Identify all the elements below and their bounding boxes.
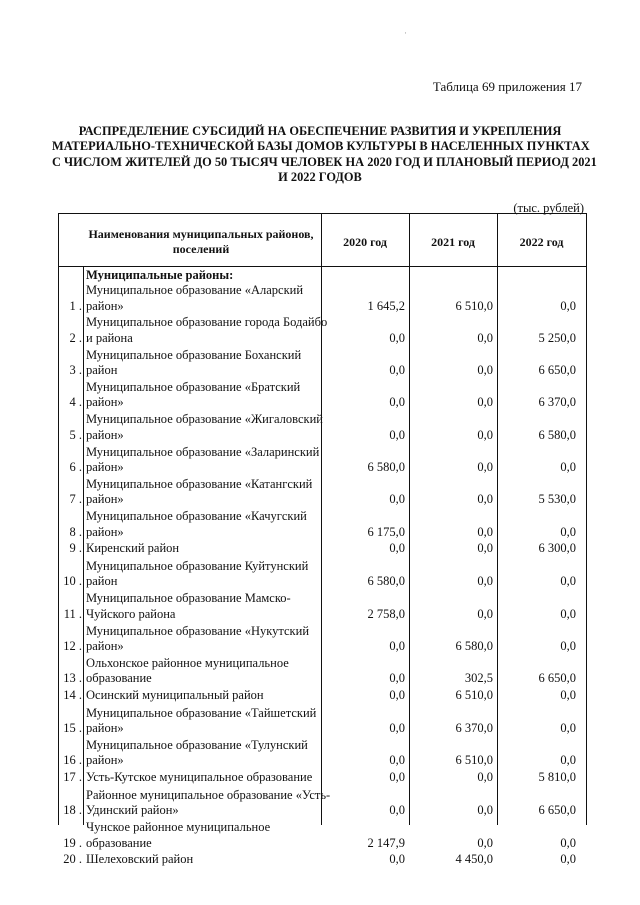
row-value-2020: 0,0 (389, 770, 405, 785)
row-name-line: район» (86, 460, 124, 474)
row-value-2021: 0,0 (477, 541, 493, 556)
row-number: 12 . (63, 639, 82, 653)
row-value-2020: 0,0 (389, 541, 405, 556)
row-number: 6 . (69, 460, 82, 474)
row-value-2022: 0,0 (560, 688, 576, 703)
row-name-line: Муниципальное образование «Аларский (86, 283, 304, 297)
row-name-line: район» (86, 753, 124, 768)
header-name-line: Наименования муниципальных районов, (88, 227, 314, 241)
row-value-2021: 0,0 (477, 606, 493, 621)
row-number: 7 . (69, 492, 82, 507)
row-name-line: Шелеховский район (86, 852, 194, 867)
row-name-line: район (86, 363, 118, 378)
row-value-2022: 5 810,0 (538, 770, 576, 785)
row-name-line: район» (86, 395, 124, 410)
row-number: 18 . (63, 803, 82, 818)
row-number: 9 . (69, 541, 82, 556)
title-line: С ЧИСЛОМ ЖИТЕЛЕЙ ДО 50 ТЫСЯЧ ЧЕЛОВЕК НА 2020 ГОД И ПЛАНОВЫЙ ПЕРИОД 2021 (52, 154, 597, 169)
row-name-line: Муниципальное образование «Тайшетский (86, 705, 317, 720)
row-value-2020: 0,0 (389, 671, 405, 686)
row-value-2021: 6 580,0 (455, 639, 493, 653)
row-name-line: Муниципальное образование Куйтунский (86, 558, 309, 573)
row-value-2021: 0,0 (477, 574, 493, 589)
row-value-2021: 6 510,0 (455, 753, 493, 768)
row-number: 10 . (63, 574, 82, 589)
row-name-line: Муниципальное образование «Братский (86, 379, 301, 394)
row-name-line: Муниципальное образование «Нукутский (86, 623, 310, 638)
row-value-2022: 6 370,0 (538, 395, 576, 410)
row-name-line: Муниципальное образование города Бодайбо (86, 315, 328, 330)
row-value-2022: 0,0 (560, 606, 576, 621)
row-value-2021: 0,0 (477, 363, 493, 378)
row-value-2020: 0,0 (389, 803, 405, 818)
row-value-2021: 302,5 (464, 671, 493, 686)
row-value-2020: 0,0 (389, 753, 405, 768)
row-number: 11 . (63, 606, 82, 621)
row-value-2020: 0,0 (389, 639, 405, 653)
row-value-2021: 0,0 (477, 492, 493, 507)
row-number: 20 . (63, 852, 82, 867)
row-name-line: Районное муниципальное образование «Усть- (86, 787, 331, 802)
row-number: 5 . (69, 427, 82, 442)
year2020-column-divider (409, 213, 410, 825)
row-value-2020: 0,0 (389, 492, 405, 507)
header-name-line: поселений (172, 242, 230, 256)
row-value-2020: 0,0 (389, 721, 405, 736)
units-note: (тыс. рублей) (513, 201, 584, 215)
row-value-2020: 0,0 (389, 330, 405, 345)
title-line: МАТЕРИАЛЬНО-ТЕХНИЧЕСКОЙ БАЗЫ ДОМОВ КУЛЬТУРЫ В НАСЕЛЕННЫХ ПУНКТАХ (52, 139, 590, 154)
row-name-line: Муниципальное образование «Тулунский (86, 737, 308, 752)
row-number: 19 . (63, 835, 82, 850)
row-name-line: образование (86, 835, 152, 850)
row-value-2021: 6 510,0 (455, 688, 493, 703)
row-name-line: район» (86, 524, 124, 539)
row-name-line: образование (86, 671, 152, 686)
row-number: 13 . (63, 671, 82, 686)
row-name-line: и района (86, 330, 133, 345)
row-name-line: район» (86, 721, 124, 736)
row-value-2021: 0,0 (477, 803, 493, 818)
table-top-border (58, 213, 586, 214)
row-name-line: район» (86, 492, 124, 507)
row-name-line: Удинский район» (86, 803, 179, 818)
number-column-divider (83, 266, 84, 825)
row-value-2021: 0,0 (477, 395, 493, 410)
row-number: 8 . (69, 524, 82, 539)
row-name-line: район» (86, 427, 124, 442)
row-number: 14 . (63, 688, 82, 703)
title-line: РАСПРЕДЕЛЕНИЕ СУБСИДИЙ НА ОБЕСПЕЧЕНИЕ РАЗВИТИЯ И УКРЕПЛЕНИЯ (78, 124, 562, 138)
row-number: 4 . (69, 395, 82, 410)
row-value-2020: 0,0 (389, 363, 405, 378)
row-value-2021: 0,0 (477, 460, 493, 474)
row-value-2022: 6 580,0 (538, 427, 576, 442)
row-value-2020: 2 147,9 (367, 835, 405, 850)
row-number: 16 . (63, 753, 82, 768)
row-name-line: Чуйского района (86, 606, 176, 621)
row-value-2020: 0,0 (389, 427, 405, 442)
row-value-2022: 6 300,0 (538, 541, 576, 556)
row-value-2020: 2 758,0 (367, 606, 405, 621)
header-name-cell (82, 227, 320, 257)
row-number: 17 . (63, 770, 82, 785)
row-name-line: Муниципальное образование «Жигаловский (86, 412, 323, 427)
row-name-line: район (86, 574, 118, 589)
year2021-column-divider (497, 213, 498, 825)
row-value-2021: 4 450,0 (455, 852, 493, 867)
section-heading: Муниципальные районы: (86, 268, 234, 282)
subsidy-table (58, 213, 586, 867)
row-name-line: Киренский район (86, 541, 180, 556)
row-value-2022: 5 250,0 (538, 330, 576, 345)
row-value-2022: 6 650,0 (538, 671, 576, 686)
row-value-2021: 0,0 (477, 427, 493, 442)
row-name-line: Муниципальное образование Боханский (86, 347, 302, 362)
row-name-line: Чунское районное муниципальное (86, 820, 271, 834)
row-value-2022: 0,0 (560, 639, 576, 653)
scan-mark: · (404, 28, 407, 38)
row-value-2022: 0,0 (560, 835, 576, 850)
row-value-2020: 1 645,2 (367, 298, 405, 313)
table-right-border (586, 213, 587, 825)
row-value-2022: 0,0 (560, 524, 576, 539)
row-name-line: район» (86, 639, 124, 653)
table-reference: Таблица 69 приложения 17 (432, 79, 582, 94)
row-number: 3 . (69, 363, 82, 378)
row-value-2022: 6 650,0 (538, 363, 576, 378)
row-number: 2 . (69, 330, 82, 345)
row-name-line: Муниципальное образование «Заларинский (86, 444, 320, 459)
row-number: 1 . (69, 298, 82, 313)
row-value-2020: 0,0 (389, 395, 405, 410)
row-value-2021: 6 370,0 (455, 721, 493, 736)
row-name-line: Ольхонское районное муниципальное (86, 655, 289, 670)
header-2020: 2020 год (343, 235, 387, 249)
row-value-2022: 0,0 (560, 721, 576, 736)
row-number: 15 . (63, 721, 82, 736)
header-2022: 2022 год (519, 235, 564, 249)
row-value-2021: 6 510,0 (455, 298, 493, 313)
header-bottom-border (58, 266, 586, 267)
row-value-2021: 0,0 (477, 770, 493, 785)
row-value-2022: 6 650,0 (538, 803, 576, 818)
document-title (52, 124, 597, 186)
header-2021: 2021 год (431, 235, 475, 249)
row-value-2022: 0,0 (560, 753, 576, 768)
row-value-2022: 0,0 (560, 298, 576, 313)
row-value-2021: 0,0 (477, 330, 493, 345)
row-value-2022: 0,0 (560, 852, 576, 867)
row-name-line: Муниципальное образование «Катангский (86, 476, 313, 491)
row-name-line: Муниципальное образование «Качугский (86, 509, 307, 524)
row-value-2022: 0,0 (560, 574, 576, 589)
row-name-line: район» (86, 298, 124, 313)
row-value-2022: 0,0 (560, 460, 576, 474)
row-value-2020: 0,0 (389, 852, 405, 867)
row-name-line: Осинский муниципальный район (86, 688, 264, 703)
row-value-2020: 0,0 (389, 688, 405, 703)
row-name-line: Муниципальное образование Мамско- (86, 591, 291, 606)
row-value-2021: 0,0 (477, 524, 493, 539)
row-value-2021: 0,0 (477, 835, 493, 850)
row-value-2022: 5 530,0 (538, 492, 576, 507)
title-line: И 2022 ГОДОВ (278, 170, 362, 185)
row-name-line: Усть-Кутское муниципальное образование (86, 770, 313, 785)
row-value-2020: 6 580,0 (367, 574, 405, 589)
row-value-2020: 6 580,0 (367, 460, 405, 474)
row-value-2020: 6 175,0 (367, 524, 405, 539)
